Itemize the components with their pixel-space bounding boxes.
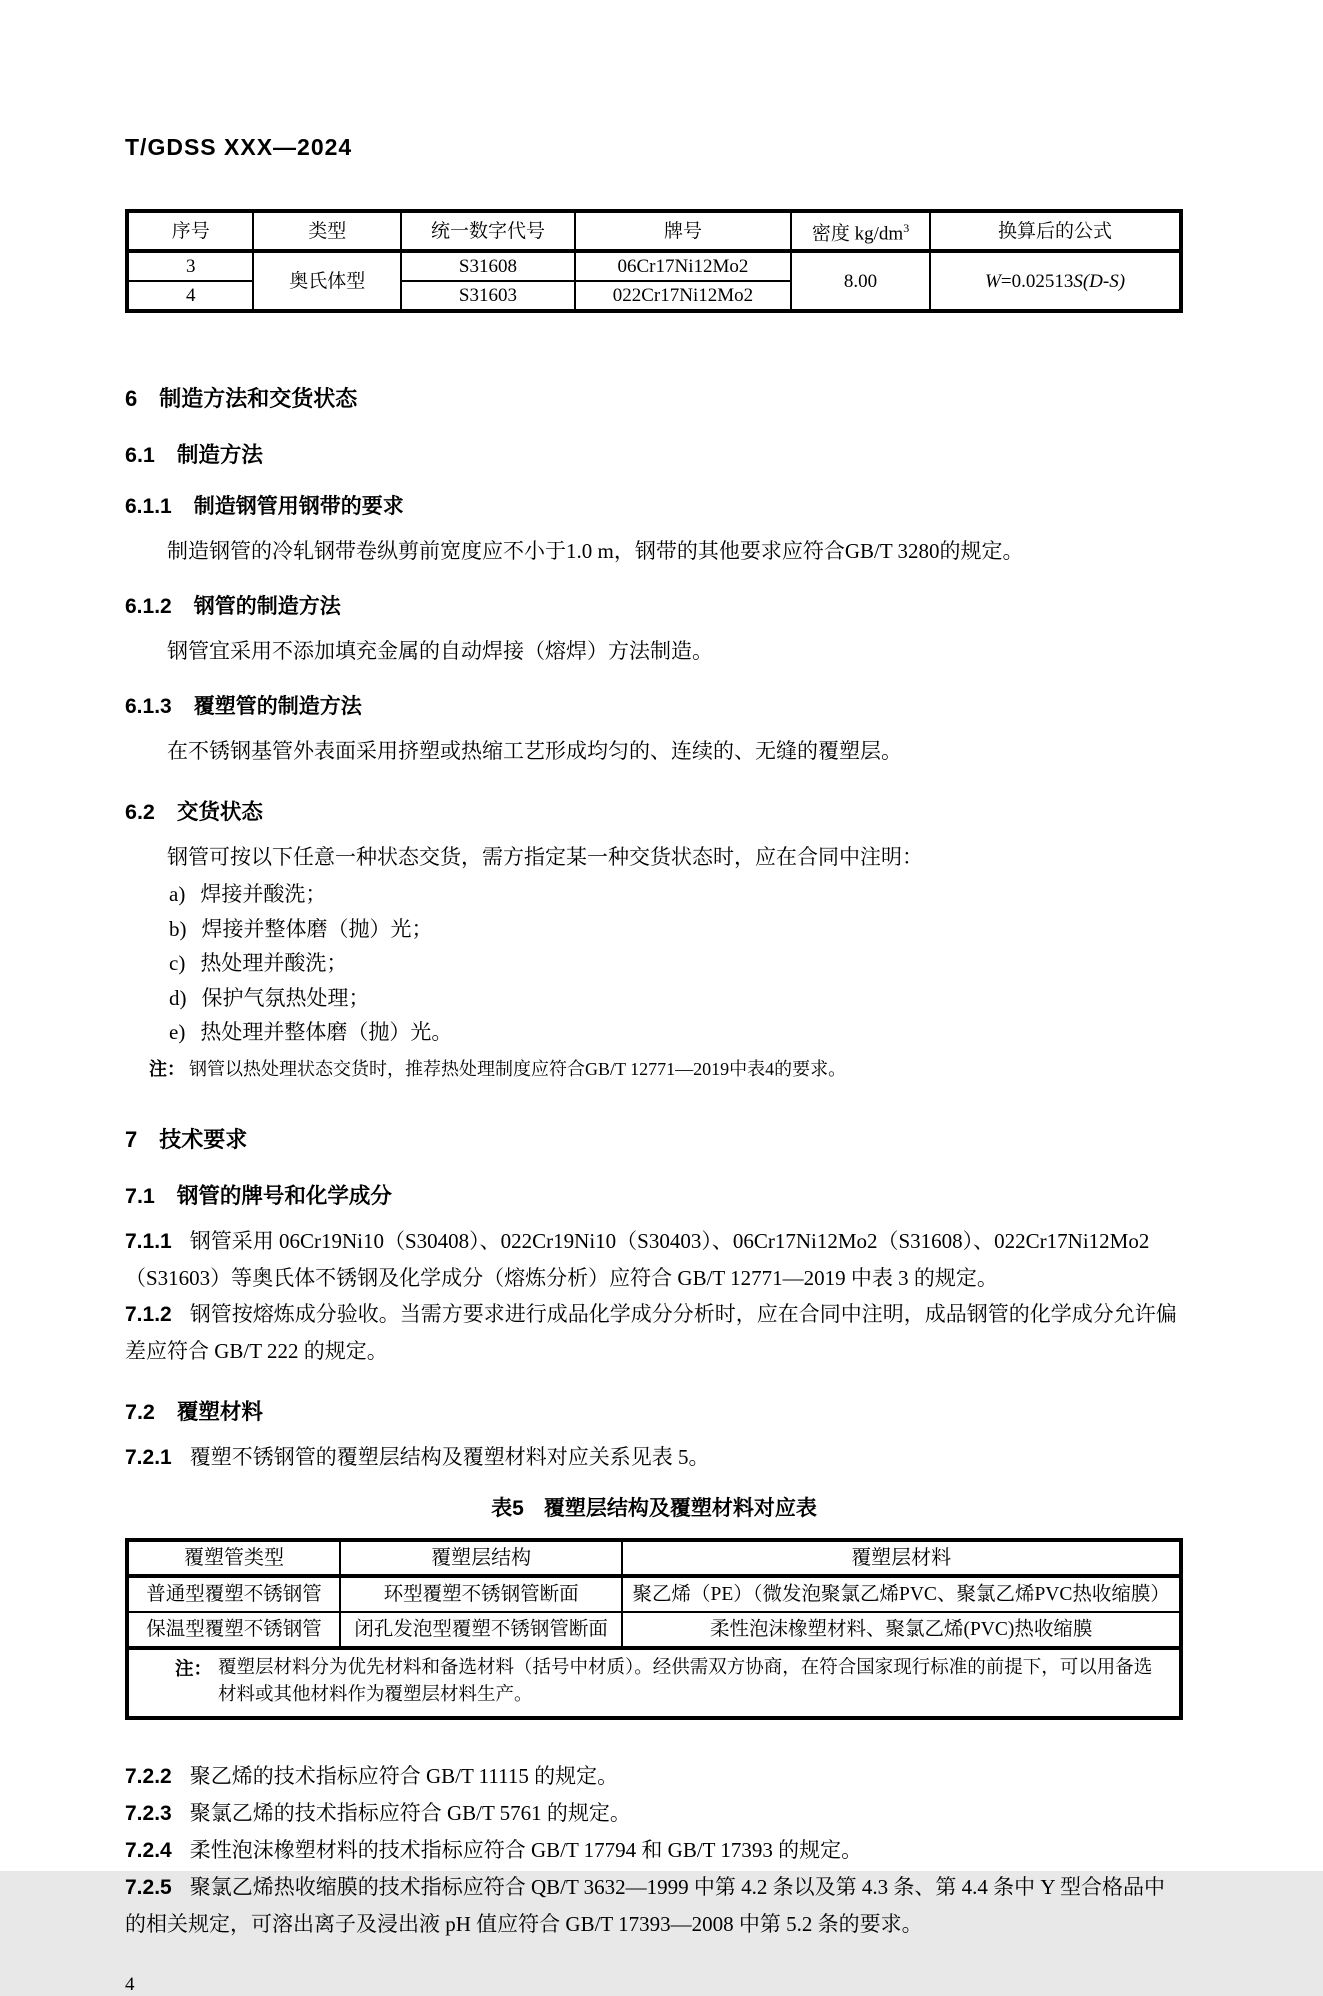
table5-caption-label: 表5	[491, 1496, 524, 1520]
heading-title: 覆塑管的制造方法	[193, 695, 362, 719]
list-item-label: d)	[169, 985, 187, 1010]
t4-cell-grade: 06Cr17Ni12Mo2	[575, 251, 791, 281]
table5-note-cell	[127, 1648, 1181, 1718]
t5-header-pipe-type: 覆塑管类型	[127, 1540, 340, 1576]
list-item-label: e)	[169, 1020, 186, 1045]
clause-7-1-2	[125, 1296, 1183, 1369]
heading-6-1-1	[125, 493, 1183, 520]
heading-title: 制造钢管用钢带的要求	[193, 495, 404, 519]
table5-caption-title: 覆塑层结构及覆塑材料对应表	[543, 1496, 817, 1520]
heading-number: 6.2	[125, 800, 155, 825]
clause-number: 7.1.1	[125, 1229, 172, 1253]
note-text: 钢管以热处理状态交货时，推荐热处理制度应符合GB/T 12771—2019中表4的要求。	[189, 1058, 847, 1079]
heading-6-1-2	[125, 593, 1183, 620]
formula-constant: =0.02513	[1000, 270, 1074, 292]
t5-cell: 保温型覆塑不锈钢管	[127, 1612, 340, 1648]
clause-number: 7.1.2	[125, 1302, 172, 1326]
clause-7-2-4	[125, 1832, 1183, 1869]
t4-cell-seq: 4	[127, 281, 253, 311]
formula-var-sds: S(D-S)	[1073, 270, 1126, 292]
table5-coating-materials	[125, 1538, 1183, 1720]
t4-cell-type-merged: 奥氏体型	[253, 251, 401, 311]
clause-7-2-2	[125, 1758, 1183, 1795]
heading-number: 6.1	[125, 443, 155, 468]
note-label: 注：	[175, 1657, 213, 1679]
t4-cell-code: S31603	[401, 281, 575, 311]
heading-number: 7	[125, 1126, 138, 1152]
list-item-text: 焊接并整体磨（抛）光；	[201, 916, 433, 941]
t4-header-grade: 牌号	[575, 211, 791, 251]
clause-text: 覆塑不锈钢管的覆塑层结构及覆塑材料对应关系见表 5。	[189, 1444, 710, 1469]
list-item-b	[125, 912, 1183, 947]
heading-title: 技术要求	[159, 1126, 248, 1152]
list-item-a	[125, 877, 1183, 912]
clauses-7-2	[125, 1758, 1183, 1942]
clause-7-1-1	[125, 1223, 1183, 1296]
t5-cell: 环型覆塑不锈钢管断面	[340, 1576, 622, 1612]
heading-title: 制造方法	[176, 443, 263, 468]
list-item-label: a)	[169, 882, 186, 907]
table4-grades-continued	[125, 209, 1183, 313]
heading-number: 6.1.1	[125, 495, 172, 519]
note-label: 注：	[149, 1058, 185, 1079]
t5-header-layer-structure: 覆塑层结构	[340, 1540, 622, 1576]
clause-7-2-1	[125, 1439, 1183, 1476]
t5-cell: 闭孔发泡型覆塑不锈钢管断面	[340, 1612, 622, 1648]
heading-title: 制造方法和交货状态	[159, 386, 358, 412]
clause-number: 7.2.3	[125, 1801, 172, 1825]
heading-6-2	[125, 799, 1183, 826]
clauses-7-1	[125, 1223, 1183, 1369]
clause-number: 7.2.2	[125, 1764, 172, 1788]
heading-title: 覆塑材料	[176, 1399, 263, 1424]
t5-header-layer-material: 覆塑层材料	[622, 1540, 1181, 1576]
heading-title: 钢管的牌号和化学成分	[176, 1183, 392, 1208]
heading-6	[125, 385, 1183, 412]
clause-7-2-1-wrap	[125, 1439, 1183, 1476]
page-number: 4	[125, 1973, 135, 1995]
t4-cell-grade: 022Cr17Ni12Mo2	[575, 281, 791, 311]
table5-row-insulated	[127, 1612, 1181, 1648]
clause-number: 7.2.5	[125, 1875, 172, 1899]
t5-cell: 聚乙烯（PE）（微发泡聚氯乙烯PVC、聚氯乙烯PVC热收缩膜）	[622, 1576, 1181, 1612]
heading-6-1-3	[125, 693, 1183, 720]
list-item-text: 保护气氛热处理；	[201, 985, 370, 1010]
list-item-label: c)	[169, 951, 186, 976]
table4-row-3	[127, 251, 1181, 281]
list-item-c	[125, 946, 1183, 981]
heading-number: 7.1	[125, 1183, 155, 1208]
doc-code: T/GDSS XXX—2024	[125, 134, 353, 160]
heading-7	[125, 1126, 1183, 1153]
table5-note	[175, 1655, 1165, 1709]
t4-header-density-sup: 3	[903, 221, 910, 235]
heading-6-1	[125, 442, 1183, 469]
t4-header-density-text: 密度 kg/dm	[811, 223, 904, 245]
t4-header-type: 类型	[253, 211, 401, 251]
list-item-label: b)	[169, 916, 187, 941]
clause-7-2-5	[125, 1869, 1183, 1942]
clause-text: 钢管采用 06Cr19Ni10（S30408）、022Cr19Ni10（S30403）、06Cr17Ni12Mo2（S31608）、022Cr17Ni12Mo2（S31603）等奥氏体不锈钢及化学成分（熔炼分析）应符合 GB/T 12771—2019 中表 3 的规定。	[125, 1228, 1150, 1290]
clause-7-2-3	[125, 1795, 1183, 1832]
heading-number: 6.1.3	[125, 695, 172, 719]
t4-header-seq: 序号	[127, 211, 253, 251]
clause-text: 聚乙烯的技术指标应符合 GB/T 11115 的规定。	[189, 1763, 619, 1788]
list-item-text: 热处理并酸洗；	[200, 951, 348, 976]
heading-number: 7.2	[125, 1399, 155, 1424]
clause-number: 7.2.1	[125, 1445, 172, 1469]
paragraph-6-1-2: 钢管宜采用不添加填充金属的自动焊接（熔焊）方法制造。	[167, 639, 713, 664]
list-item-e	[125, 1015, 1183, 1050]
formula-var-w: W	[985, 270, 1001, 292]
heading-number: 6.1.2	[125, 595, 172, 619]
clause-text: 钢管按熔炼成分验收。当需方要求进行成品化学成分分析时，应在合同中注明，成品钢管的化学成分允许偏差应符合 GB/T 222 的规定。	[125, 1301, 1177, 1363]
paragraph-6-1-3: 在不锈钢基管外表面采用挤塑或热缩工艺形成均匀的、连续的、无缝的覆塑层。	[167, 739, 902, 764]
heading-7-1	[125, 1183, 1183, 1210]
clause-text: 柔性泡沫橡塑材料的技术指标应符合 GB/T 17794 和 GB/T 17393 的规定。	[189, 1837, 863, 1862]
table5-caption	[125, 1494, 1183, 1524]
paragraph-6-1-1: 制造钢管的冷轧钢带卷纵剪前宽度应不小于1.0 m，钢带的其他要求应符合GB/T 3280的规定。	[167, 539, 1024, 564]
delivery-state-list	[125, 877, 1183, 1050]
note-text: 覆塑层材料分为优先材料和备选材料（括号中材质）。经供需双方协商，在符合国家现行标准的前提下，可以用备选材料或其他材料作为覆塑层材料生产。	[218, 1657, 1153, 1705]
t4-header-code: 统一数字代号	[401, 211, 575, 251]
t4-cell-code: S31608	[401, 251, 575, 281]
heading-title: 交货状态	[176, 800, 263, 825]
list-item-text: 焊接并酸洗；	[200, 882, 327, 907]
heading-7-2	[125, 1399, 1183, 1426]
table5-header-row	[127, 1540, 1181, 1576]
clause-text: 聚氯乙烯热收缩膜的技术指标应符合 QB/T 3632—1999 中第 4.2 条以及第 4.3 条、第 4.4 条中 Y 型合格品中的相关规定，可溶出离子及浸出液 pH 值应符合 GB/T 17393—2008 中第 5.2 条的要求。	[125, 1874, 1166, 1936]
delivery-note	[149, 1054, 1183, 1084]
heading-number: 6	[125, 386, 138, 412]
list-item-d	[125, 981, 1183, 1016]
t4-header-formula: 换算后的公式	[930, 211, 1181, 251]
clause-text: 聚氯乙烯的技术指标应符合 GB/T 5761 的规定。	[189, 1800, 631, 1825]
t4-cell-formula-merged	[930, 251, 1181, 311]
paragraph-6-2: 钢管可按以下任意一种状态交货，需方指定某一种交货状态时，应在合同中注明：	[167, 845, 923, 870]
t5-cell: 普通型覆塑不锈钢管	[127, 1576, 340, 1612]
table5-note-row	[127, 1648, 1181, 1718]
clause-number: 7.2.4	[125, 1838, 172, 1862]
heading-title: 钢管的制造方法	[193, 595, 341, 619]
list-item-text: 热处理并整体磨（抛）光。	[200, 1020, 453, 1045]
table5-row-ordinary	[127, 1576, 1181, 1612]
t5-cell: 柔性泡沫橡塑材料、聚氯乙烯(PVC)热收缩膜	[622, 1612, 1181, 1648]
t4-cell-seq: 3	[127, 251, 253, 281]
t4-header-density	[791, 211, 930, 251]
table4-header-row	[127, 211, 1181, 251]
t4-cell-density-merged: 8.00	[791, 251, 930, 311]
